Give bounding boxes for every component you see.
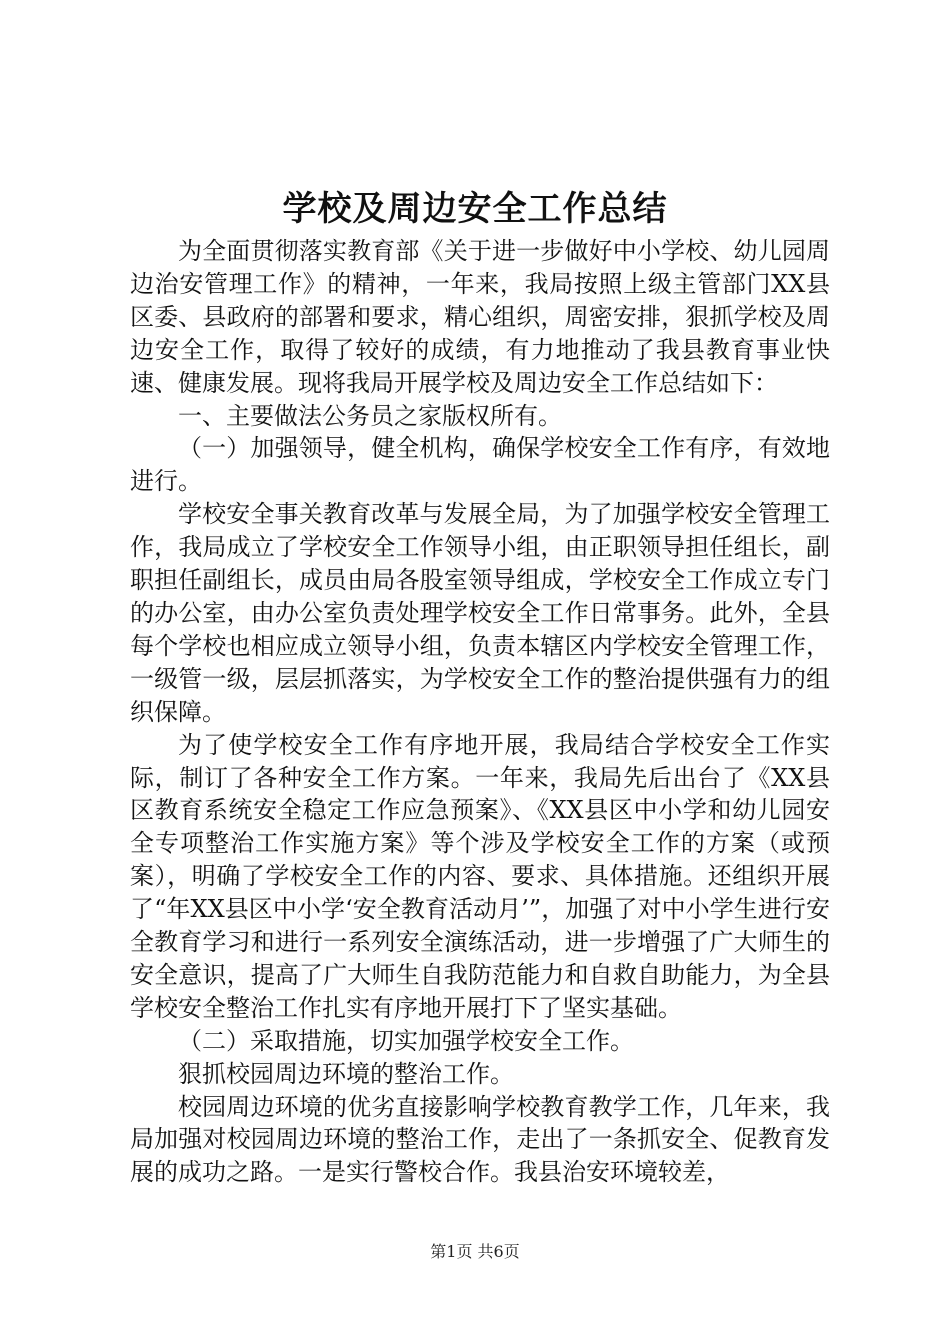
document-title: 学校及周边安全工作总结 [282, 189, 668, 229]
page-number: 第1页 共6页 [430, 1242, 520, 1261]
paragraph-leadership: 学校安全事关教育改革与发展全局，为了加强学校安全管理工作，我局成立了学校安全工作领导小组，由正职领导担任组长，副职担任副组长，成员由局各股室领导组成，学校安全工作成立专门的办公室，由办公室负责处理学校安全工作日常事务。此外，全县每个学校也相应成立领导小组，负责本辖区内学校安全管理工作，一级管一级，层层抓落实，为学校安全工作的整治提供强有力的组织保障。 [130, 500, 830, 726]
paragraph-plans: 为了使学校安全工作有序地开展，我局结合学校安全工作实际，制订了各种安全工作方案。一年来，我局先后出台了《XX县区教育系统安全稳定工作应急预案》、《XX县区中小学和幼儿园安全专项整治工作实施方案》等个涉及学校安全工作的方案（或预案），明确了学校安全工作的内容、要求、具体措施。还组织开展了“年XX县区中小学‘安全教育活动月’”，加强了对中小学生进行安全教育学习和进行一系列安全演练活动，进一步增强了广大师生的安全意识，提高了广大师生自我防范能力和自救自助能力，为全县学校安全整治工作扎实有序地开展打下了坚实基础。 [130, 730, 830, 1022]
paragraph-environment-heading: 狠抓校园周边环境的整治工作。 [178, 1059, 514, 1088]
paragraph-intro: 为全面贯彻落实教育部《关于进一步做好中小学校、幼儿园周边治安管理工作》的精神，一年来，我局按照上级主管部门XX县区委、县政府的部署和要求，精心组织，周密安排，狠抓学校及周边安全工作，取得了较好的成绩，有力地推动了我县教育事业快速、健康发展。现将我局开展学校及周边安全工作总结如下： [130, 237, 830, 397]
subsection-heading-1: （一）加强领导，健全机构，确保学校安全工作有序，有效地进行。 [130, 434, 830, 496]
paragraph-environment: 校园周边环境的优劣直接影响学校教育教学工作，几年来，我局加强对校园周边环境的整治工作，走出了一条抓安全、促教育发展的成功之路。一是实行警校合作。我县治安环境较差， [130, 1092, 830, 1187]
document-body [130, 235, 830, 1189]
subsection-heading-2: （二）采取措施，切实加强学校安全工作。 [178, 1026, 634, 1055]
section-heading-main-practices: 一、主要做法公务员之家版权所有。 [178, 401, 562, 430]
